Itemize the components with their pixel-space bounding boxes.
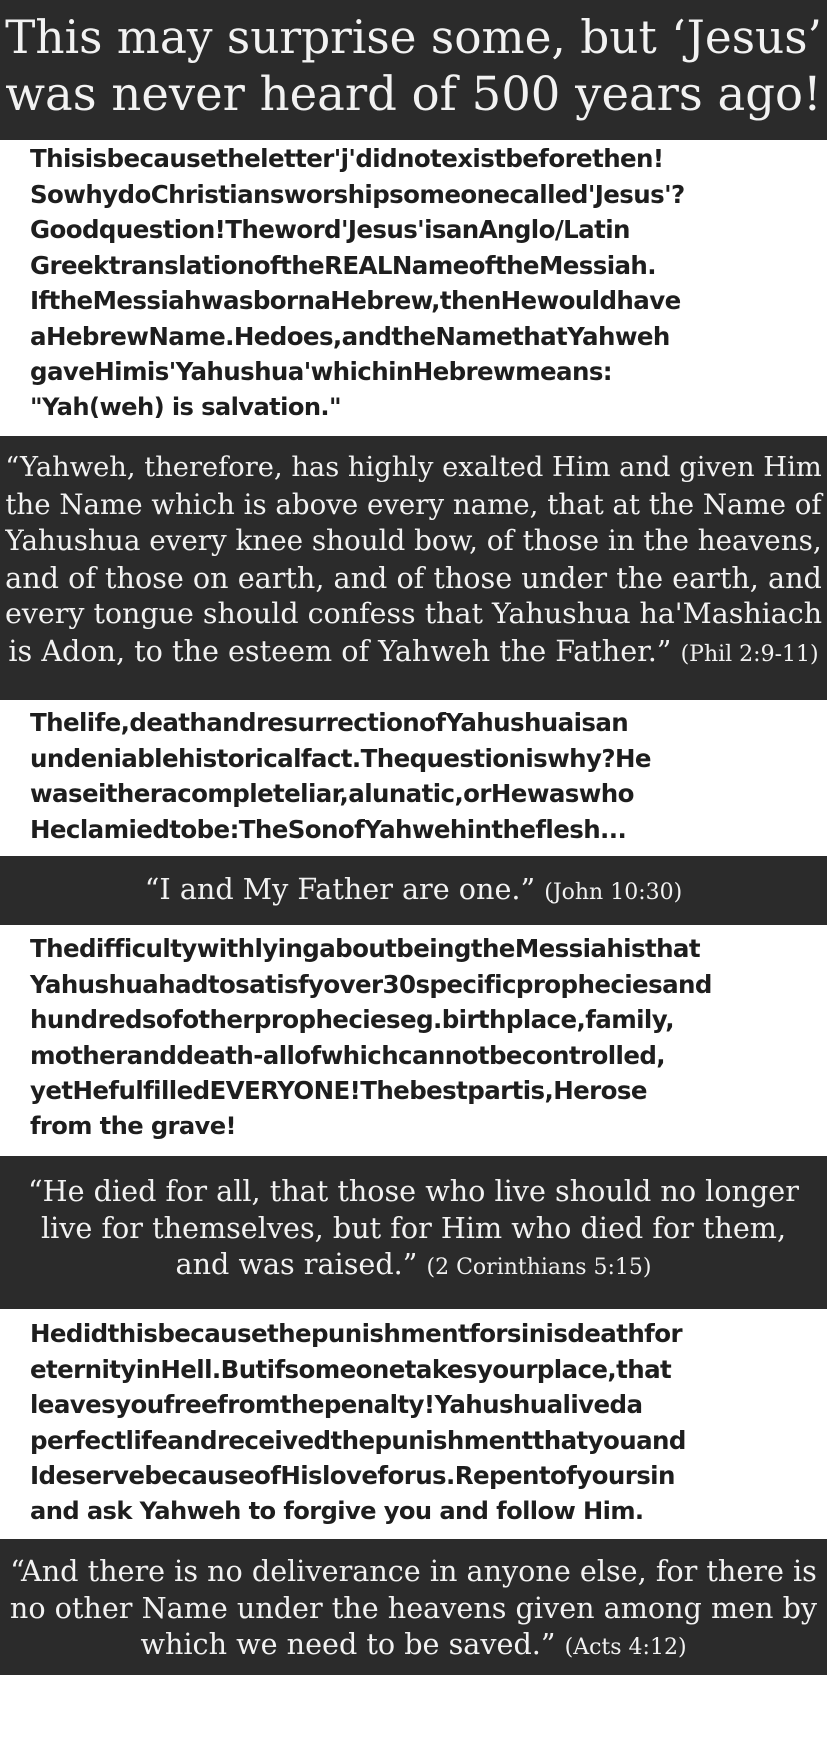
scripture-citation: (2 Corinthians 5:15) bbox=[426, 1255, 652, 1280]
scripture-quote-band bbox=[0, 1156, 827, 1309]
quote-line: “Yahweh, therefore, has highly exalted Him and given Him bbox=[5, 452, 822, 483]
paragraph-line: aHebrewName.Hedoes,andtheNamethatYahweh bbox=[30, 321, 670, 351]
quote-line-with-citation bbox=[0, 633, 827, 674]
scripture-citation: (Phil 2:9-11) bbox=[680, 641, 819, 667]
quote-line: Yahushua every knee should bow, of those in the heavens, bbox=[5, 524, 822, 557]
paragraph-line: from the grave! bbox=[30, 1111, 236, 1140]
body-paragraph bbox=[30, 1316, 797, 1529]
paragraph-line: gaveHimis'Yahushua'whichinHebrewmeans: bbox=[30, 357, 613, 386]
paragraph-line: Thelife,deathandresurrectionofYahushuaisan bbox=[30, 708, 629, 737]
quote-line: the Name which is above every name, that at the Name of bbox=[5, 487, 822, 521]
paragraph-line: motheranddeath-allofwhichcannotbecontrolled, bbox=[30, 1040, 665, 1070]
quote-line-with-citation bbox=[0, 1246, 827, 1287]
quote-text: and was raised.” bbox=[175, 1247, 418, 1281]
paragraph-line: Heclamiedtobe:TheSonofYahwehintheflesh... bbox=[30, 814, 627, 844]
body-paragraph bbox=[30, 931, 797, 1144]
paragraph-line: undeniablehistoricalfact.Thequestioniswhy?He bbox=[30, 743, 651, 773]
headline-banner bbox=[0, 0, 827, 140]
quote-text: which we need to be saved.” bbox=[140, 1627, 556, 1661]
paragraph-line: IftheMessiahwasbornaHebrew,thenHewouldhave bbox=[30, 286, 681, 315]
body-paragraph bbox=[30, 141, 797, 425]
scripture-citation: (John 10:30) bbox=[544, 880, 683, 905]
scripture-quote-band bbox=[0, 856, 827, 925]
quote-text: “I and My Father are one.” bbox=[144, 872, 536, 906]
paragraph-line: waseitheracompleteliar,alunatic,orHewaswho bbox=[30, 779, 634, 808]
quote-line: “He died for all, that those who live should no longer bbox=[28, 1174, 799, 1208]
scripture-citation: (Acts 4:12) bbox=[564, 1635, 687, 1660]
paragraph-line: yetHefulfilledEVERYONE!Thebestpartis,Herose bbox=[30, 1076, 647, 1105]
paragraph-line: perfectlifeandreceivedthepunishmentthatyouand bbox=[30, 1425, 686, 1455]
paragraph-line: leavesyoufreefromthepenalty!Yahushualiveda bbox=[30, 1390, 643, 1419]
quote-line: “And there is no deliverance in anyone else, for there is bbox=[10, 1554, 817, 1588]
paragraph-line: Hedidthisbecausethepunishmentforsinisdeathfor bbox=[30, 1319, 682, 1348]
paragraph-line: and ask Yahweh to forgive you and follow Him. bbox=[30, 1496, 644, 1525]
paragraph-line: IdeservebecauseofHisloveforus.Repentofyoursin bbox=[30, 1461, 675, 1490]
scripture-quote-band bbox=[0, 436, 827, 700]
paragraph-line: eternityinHell.Butifsomeonetakesyourplace,that bbox=[30, 1354, 672, 1384]
quote-line: no other Name under the heavens given among men by bbox=[9, 1590, 818, 1625]
paragraph-line: Thisisbecausetheletter'j'didnotexistbeforethen! bbox=[30, 144, 664, 173]
paragraph-line: SowhydoChristiansworshipsomeonecalled'Jesus'? bbox=[30, 179, 685, 209]
paragraph-line: hundredsofotherprophecieseg.birthplace,family, bbox=[30, 1005, 674, 1034]
paragraph-line: GreektranslationoftheREALNameoftheMessiah. bbox=[30, 250, 656, 280]
quote-line: every tongue should confess that Yahushua ha'Mashiach bbox=[4, 597, 823, 630]
headline-line: This may surprise some, but ‘Jesus’ bbox=[5, 11, 822, 64]
quote-line-with-citation bbox=[0, 1626, 827, 1667]
paragraph-line: ThedifficultywithlyingaboutbeingtheMessiahisthat bbox=[30, 934, 700, 963]
quote-line: live for themselves, but for Him who died for them, bbox=[40, 1210, 787, 1245]
quote-line: and of those on earth, and of those under the earth, and bbox=[5, 560, 822, 595]
paragraph-line: Goodquestion!Theword'Jesus'isanAnglo/Latin bbox=[30, 215, 630, 244]
quote-line-with-citation bbox=[0, 871, 827, 912]
quote-text: is Adon, to the esteem of Yahweh the Father.” bbox=[8, 633, 672, 668]
headline-line: was never heard of 500 years ago! bbox=[5, 67, 822, 121]
paragraph-line: Yahushuahadtosatisfyover30specificpropheciesand bbox=[30, 969, 712, 999]
scripture-quote-band bbox=[0, 1539, 827, 1675]
paragraph-line: "Yah(weh) is salvation." bbox=[30, 392, 342, 421]
body-paragraph bbox=[30, 705, 797, 847]
